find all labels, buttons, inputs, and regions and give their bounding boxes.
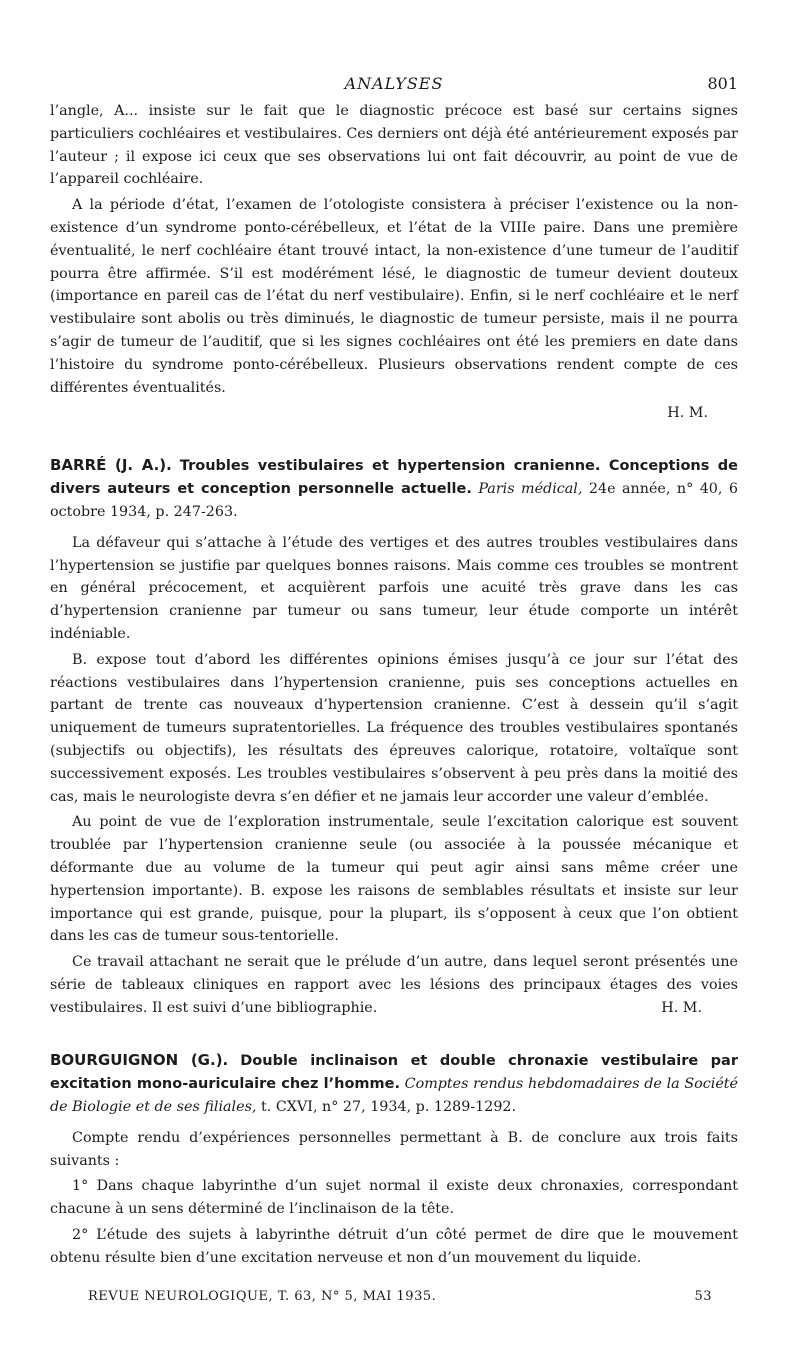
paragraph: l’angle, A... insiste sur le fait que le diagnostic précoce est basé sur certains signes particuliers cochléaires et vestibulaires. Ces derniers ont déjà été antérieurement exposés par l’auteur ; il expose ici ceux que ses observations lui ont fait découvrir, au point de vue de l’appareil cochléaire. [50, 103, 738, 188]
running-title: ANALYSES [344, 74, 444, 93]
paragraph: 2° L’étude des sujets à labyrinthe détruit d’un côté permet de dire que le mouvement obtenu résulte bien d’une excitation nerveuse et non d’un mouvement du liquide. [50, 1227, 738, 1266]
page [50, 74, 738, 1273]
entry-title: Troubles vestibulaires et hypertension cranienne. Conceptions de divers auteurs et conception personnelle actuelle. [50, 458, 738, 498]
entry-source: Comptes rendus hebdomadaires de la Société de Biologie et de ses filiales, [50, 1076, 739, 1116]
paragraph: B. expose tout d’abord les différentes opinions émises jusqu’à ce jour sur l’état des réactions vestibulaires dans l’hypertension cranienne, puis ses conceptions actuelles en partant de trente cas nouveaux d’hypertension cranienne. C’est à dessein qu’il s’agit uniquement de tumeurs supratentorielles. La fréquence des troubles vestibulaires spontanés (subjectifs ou objectifs), les résultats des épreuves calorique, rotatoire, voltaïque sont successivement exposés. Les troubles vestibulaires s’observent à peu près dans la moitié des cas, mais le neurologiste devra s’en défier et ne jamais leur accorder une valeur d’emblée. [50, 651, 738, 805]
entry-title: Double inclinaison et double chronaxie vestibulaire par excitation mono-auriculaire chez l’homme. [50, 1053, 738, 1093]
paragraph-text: Ce travail attachant ne serait que le prélude d’un autre, dans lequel seront présentés une série de tableaux cliniques en rapport avec les lésions des principaux étages des voies vestibulaires. Il est suivi d’une bibliographie. [50, 954, 738, 1016]
entry-continued [50, 100, 738, 424]
sheet-number: 53 [694, 1289, 712, 1304]
entry-source: Paris médical, [478, 481, 583, 498]
entry-heading-bourguignon [50, 1049, 738, 1118]
entry-details: 24e année, n° 40, 6 octobre 1934, p. 247-263. [50, 481, 738, 520]
journal-footer: REVUE NEUROLOGIQUE, T. 63, N° 5, MAI 1935. [88, 1289, 437, 1304]
paragraph: A la période d’état, l’examen de l’otologiste consistera à préciser l’existence ou la non-existence d’un syndrome ponto-cérébelleux, et l’état de la VIIIe paire. Dans une première éventualité, le nerf cochléaire étant trouvé intact, la non-existence d’une tumeur de l’auditif pourra être affirmée. S’il est modérément lésé, le diagnostic de tumeur devient douteux (importance en pareil cas de l’état du nerf vestibulaire). Enfin, si le nerf cochléaire et le nerf vestibulaire sont abolis ou très diminués, le diagnostic de tumeur persiste, mais il ne pourra s’agir de tumeur de l’auditif, que si les signes cochléaires ont été les premiers en date dans l’histoire du syndrome ponto-cérébelleux. Plusieurs observations rendent compte de ces différentes éventualités. [50, 197, 738, 396]
paragraph: Au point de vue de l’exploration instrumentale, seule l’excitation calorique est souvent troublée par l’hypertension cranienne seule (ou associée à la poussée mécanique et déformante due au volume de la tumeur qui peut agir ainsi sans même créer une hypertension importante). B. expose les raisons de semblables résultats et insiste sur leur importance qui est grande, puisque, pour la plupart, ils s’opposent à ceux que l’on obtient dans les cas de tumeur sous-tentorielle. [50, 814, 738, 945]
entry-author: BOURGUIGNON (G.). [50, 1051, 229, 1070]
paragraph: La défaveur qui s’attache à l’étude des vertiges et des autres troubles vestibulaires dans l’hypertension se justifie par quelques bonnes raisons. Mais comme ces troubles se montrent en général précocement, et acquièrent parfois une acuité très grave dans les cas d’hypertension cranienne par tumeur ou sans tumeur, leur étude comporte un intérêt indéniable. [50, 534, 738, 642]
entry-author: BARRÉ (J. A.). [50, 456, 172, 475]
entry-heading-barre [50, 454, 738, 523]
running-header [50, 74, 738, 98]
signature: H. M. [661, 999, 702, 1016]
entry-body-bourguignon [50, 1127, 738, 1270]
entry-details: t. CXVI, n° 27, 1934, p. 1289-1292. [261, 1099, 517, 1116]
paragraph [50, 951, 738, 1019]
page-number: 801 [707, 74, 738, 93]
paragraph: 1° Dans chaque labyrinthe d’un sujet normal il existe deux chronaxies, correspondant chacune à un sens déterminé de l’inclinaison de la tête. [50, 1178, 738, 1218]
entry-body-barre [50, 532, 738, 1020]
paragraph: Compte rendu d’expériences personnelles permettant à B. de conclure aux trois faits suivants : [50, 1129, 738, 1169]
signature: H. M. [667, 405, 708, 422]
page-footer [88, 1289, 712, 1304]
